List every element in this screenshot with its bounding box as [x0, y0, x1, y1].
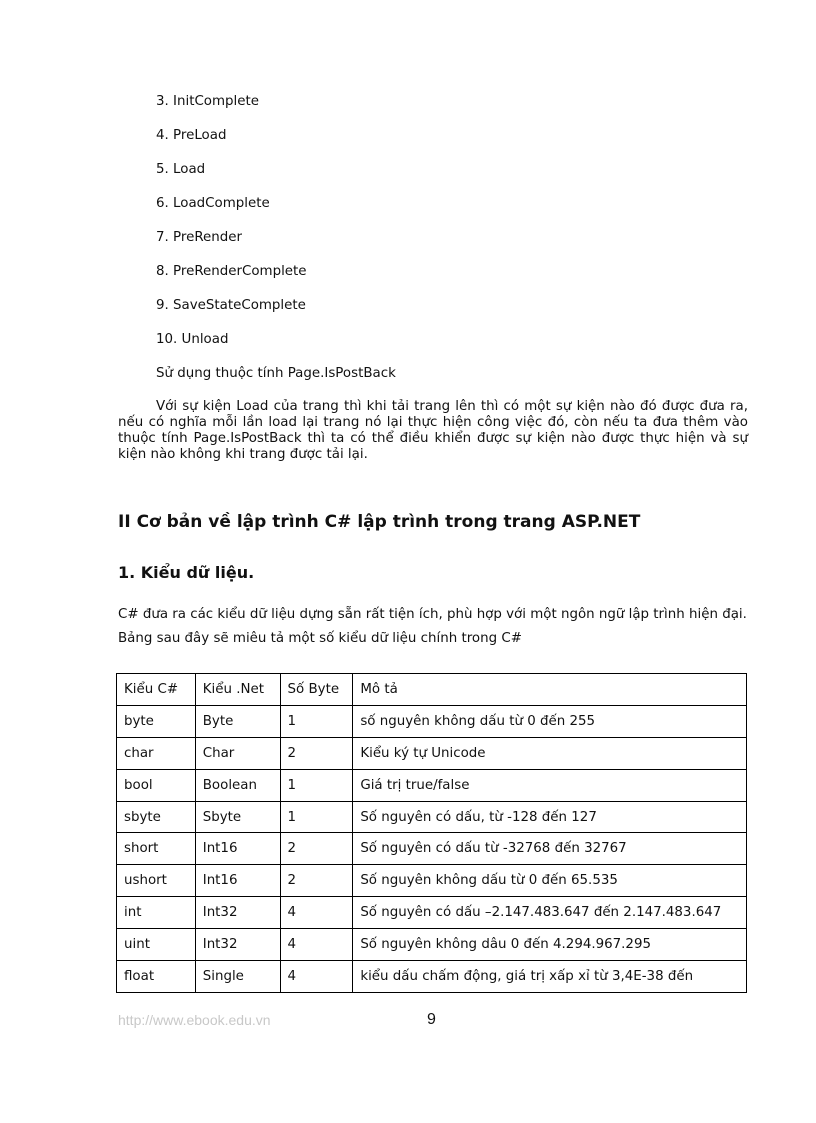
- csharp-type-cell: uint: [117, 929, 196, 961]
- dotnet-type-cell: Int16: [195, 833, 280, 865]
- csharp-type-cell: char: [117, 737, 196, 769]
- byte-count-cell: 1: [280, 705, 353, 737]
- table-row: [117, 897, 747, 929]
- table-header-description: Mô tả: [353, 674, 747, 706]
- description-cell: Số nguyên có dấu từ -32768 đến 32767: [353, 833, 747, 865]
- dotnet-type-cell: Single: [195, 961, 280, 993]
- list-item-load: 5. Load: [156, 162, 206, 177]
- description-cell: Số nguyên có dấu –2.147.483.647 đến 2.147.483.647: [353, 897, 747, 929]
- description-cell: số nguyên không dấu từ 0 đến 255: [353, 705, 747, 737]
- section-heading: II Cơ bản về lập trình C# lập trình trong trang ASP.NET: [118, 512, 641, 532]
- postback-paragraph-text: Với sự kiện Load của trang thì khi tải trang lên thì có một sự kiện nào đó được đưa ra, nếu có nghĩa mỗi lần load lại trang nó lại thực hiện công việc đó, còn nếu ta đưa thêm vào thuộc tính Page.IsPostBack thì ta có thể điều khiển được sự kiện nào được thực hiện và sự kiện nào không khi trang được tải lại.: [118, 399, 748, 462]
- dotnet-type-cell: Sbyte: [195, 801, 280, 833]
- csharp-type-cell: byte: [117, 705, 196, 737]
- dotnet-type-cell: Int32: [195, 897, 280, 929]
- dotnet-type-cell: Byte: [195, 705, 280, 737]
- table-row: [117, 801, 747, 833]
- table-header-dotnet-type: Kiểu .Net: [195, 674, 280, 706]
- byte-count-cell: 4: [280, 961, 353, 993]
- list-item-preload: 4. PreLoad: [156, 128, 227, 143]
- byte-count-cell: 2: [280, 737, 353, 769]
- subsection-heading: 1. Kiểu dữ liệu.: [118, 563, 255, 582]
- dotnet-type-cell: Char: [195, 737, 280, 769]
- description-cell: Số nguyên không dâu 0 đến 4.294.967.295: [353, 929, 747, 961]
- list-item-unload: 10. Unload: [156, 332, 229, 347]
- description-cell: Số nguyên có dấu, từ -128 đến 127: [353, 801, 747, 833]
- byte-count-cell: 4: [280, 897, 353, 929]
- table-row: [117, 833, 747, 865]
- table-row: [117, 705, 747, 737]
- description-cell: Kiểu ký tự Unicode: [353, 737, 747, 769]
- byte-count-cell: 1: [280, 801, 353, 833]
- table-row: [117, 769, 747, 801]
- csharp-type-cell: ushort: [117, 865, 196, 897]
- table-row: [117, 929, 747, 961]
- page-number: 9: [427, 1011, 436, 1028]
- list-item-initcomplete: 3. InitComplete: [156, 94, 259, 109]
- csharp-type-cell: int: [117, 897, 196, 929]
- list-item-savestatecomplete: 9. SaveStateComplete: [156, 298, 306, 313]
- table-header-csharp-type: Kiểu C#: [117, 674, 196, 706]
- csharp-type-cell: bool: [117, 769, 196, 801]
- dotnet-type-cell: Int16: [195, 865, 280, 897]
- table-row: [117, 961, 747, 993]
- byte-count-cell: 4: [280, 929, 353, 961]
- list-item-prerendercomplete: 8. PreRenderComplete: [156, 264, 307, 279]
- list-item-prerender: 7. PreRender: [156, 230, 242, 245]
- table-header-row: [117, 674, 747, 706]
- csharp-type-cell: float: [117, 961, 196, 993]
- byte-count-cell: 1: [280, 769, 353, 801]
- description-cell: Giá trị true/false: [353, 769, 747, 801]
- dotnet-type-cell: Boolean: [195, 769, 280, 801]
- csharp-type-cell: short: [117, 833, 196, 865]
- byte-count-cell: 2: [280, 833, 353, 865]
- postback-paragraph: [118, 399, 748, 463]
- dotnet-type-cell: Int32: [195, 929, 280, 961]
- table-header-byte-count: Số Byte: [280, 674, 353, 706]
- description-cell: kiểu dấu chấm động, giá trị xấp xỉ từ 3,4E-38 đến: [353, 961, 747, 993]
- intro-paragraph: C# đưa ra các kiểu dữ liệu dựng sẵn rất tiện ích, phù hợp với một ngôn ngữ lập trình hiện đại. Bảng sau đây sẽ miêu tả một số kiểu dữ liệu chính trong C#: [118, 607, 747, 646]
- table-row: [117, 737, 747, 769]
- csharp-type-cell: sbyte: [117, 801, 196, 833]
- table-row: [117, 865, 747, 897]
- data-type-table: [116, 673, 747, 993]
- list-item-loadcomplete: 6. LoadComplete: [156, 196, 270, 211]
- ispostback-caption: Sử dụng thuộc tính Page.IsPostBack: [156, 366, 396, 381]
- byte-count-cell: 2: [280, 865, 353, 897]
- footer-url: http://www.ebook.edu.vn: [118, 1012, 271, 1028]
- description-cell: Số nguyên không dấu từ 0 đến 65.535: [353, 865, 747, 897]
